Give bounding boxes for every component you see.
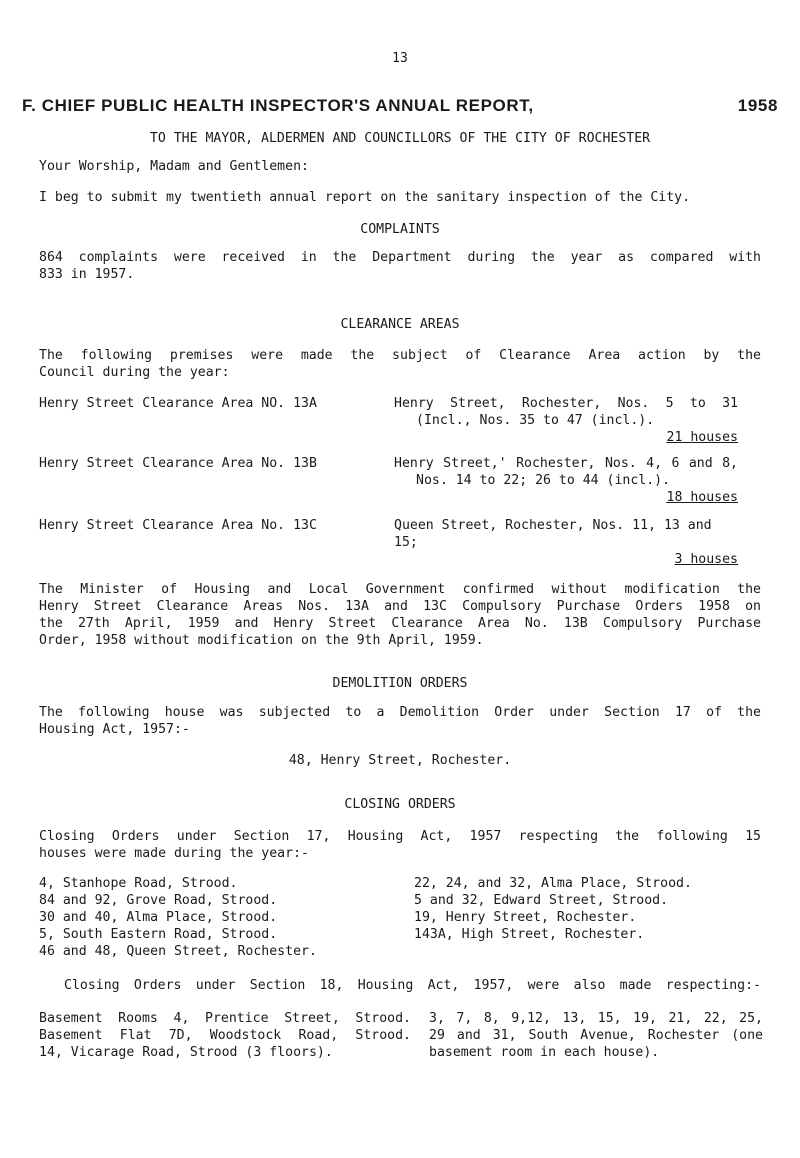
clearance-area-13a-detail: [394, 395, 738, 446]
minister-line-4: Order, 1958 without modification on the 9th April, 1959.: [39, 633, 484, 648]
demolition-intro-line-2: Housing Act, 1957:-: [39, 722, 190, 737]
list-item: 30 and 40, Alma Place, Strood.: [39, 910, 278, 925]
clearance-area-13a-total: 21 houses: [666, 430, 738, 445]
closing-left-list: [39, 875, 379, 960]
list-item: 84 and 92, Grove Road, Strood.: [39, 893, 278, 908]
closing-intro-line-1: Closing Orders under Section 17, Housing Act, 1957 respecting the following 15: [39, 829, 761, 844]
list-item: 4, Stanhope Road, Strood.: [39, 876, 238, 891]
complaints-line-1: 864 complaints were received in the Department during the year as compared with: [39, 250, 761, 265]
minister-line-3: the 27th April, 1959 and Henry Street Clearance Area No. 13B Compulsory Purchase: [39, 616, 761, 631]
clearance-area-13b-line-1: Henry Street,' Rochester, Nos. 4, 6 and 8,: [394, 456, 738, 471]
list-item: 19, Henry Street, Rochester.: [414, 910, 637, 925]
clearance-area-13a-line-1: Henry Street, Rochester, Nos. 5 to 31: [394, 396, 738, 411]
list-item: 14, Vicarage Road, Strood (3 floors).: [39, 1045, 333, 1060]
complaints-paragraph: [39, 249, 761, 283]
list-item: Basement Rooms 4, Prentice Street, Strood.: [39, 1011, 411, 1026]
list-item: 5 and 32, Edward Street, Strood.: [414, 893, 669, 908]
clearance-area-13c-line-1: Queen Street, Rochester, Nos. 11, 13 and 15;: [394, 518, 712, 550]
list-item: basement room in each house).: [429, 1045, 660, 1060]
list-item: Basement Flat 7D, Woodstock Road, Strood.: [39, 1028, 411, 1043]
closing-heading: CLOSING ORDERS: [344, 797, 456, 812]
clearance-area-13b-line-2: Nos. 14 to 22; 26 to 44 (incl.).: [416, 473, 671, 488]
demolition-intro: [39, 704, 761, 738]
report-title: [22, 97, 778, 114]
clearance-area-13a-line-2: (Incl., Nos. 35 to 47 (incl.).: [416, 413, 655, 428]
list-item: 3, 7, 8, 9,12, 13, 15, 19, 21, 22, 25,: [429, 1011, 763, 1026]
minister-line-1: The Minister of Housing and Local Government confirmed without modification the: [39, 582, 761, 597]
clearance-area-13c-total: 3 houses: [674, 552, 738, 567]
report-title-main: F. CHIEF PUBLIC HEALTH INSPECTOR'S ANNUAL REPORT,: [22, 96, 534, 115]
clearance-intro-line-1: The following premises were made the subject of Clearance Area action by the: [39, 348, 761, 363]
clearance-area-13c-detail: [394, 517, 738, 568]
addressee: TO THE MAYOR, ALDERMEN AND COUNCILLORS OF THE CITY OF ROCHESTER: [149, 131, 651, 146]
salutation: Your Worship, Madam and Gentlemen:: [39, 159, 309, 174]
closing-right-list: [414, 875, 754, 943]
report-title-year: 1958: [737, 96, 778, 115]
clearance-area-13b-total: 18 houses: [666, 490, 738, 505]
clearance-area-13c-name: Henry Street Clearance Area No. 13C: [39, 518, 317, 533]
list-item: 5, South Eastern Road, Strood.: [39, 927, 278, 942]
minister-paragraph: [39, 581, 761, 649]
demolition-address: 48, Henry Street, Rochester.: [288, 753, 512, 768]
list-item: 29 and 31, South Avenue, Rochester (one: [429, 1028, 763, 1043]
clearance-intro: [39, 347, 761, 381]
complaints-line-2: 833 in 1957.: [39, 267, 135, 282]
clearance-heading: CLEARANCE AREAS: [340, 317, 460, 332]
list-item: 46 and 48, Queen Street, Rochester.: [39, 944, 317, 959]
clearance-intro-line-2: Council during the year:: [39, 365, 230, 380]
section18-intro: [39, 977, 761, 994]
section18-left-list: [39, 1010, 411, 1061]
closing-intro-line-2: houses were made during the year:-: [39, 846, 309, 861]
complaints-heading: COMPLAINTS: [360, 222, 440, 237]
section18-right-list: [429, 1010, 763, 1061]
demolition-intro-line-1: The following house was subjected to a Demolition Order under Section 17 of the: [39, 705, 761, 720]
demolition-heading: DEMOLITION ORDERS: [332, 676, 468, 691]
minister-line-2: Henry Street Clearance Areas Nos. 13A and 13C Compulsory Purchase Orders 1958 on: [39, 599, 761, 614]
clearance-area-13a-name: Henry Street Clearance Area NO. 13A: [39, 396, 317, 411]
clearance-area-13b-name: Henry Street Clearance Area No. 13B: [39, 456, 317, 471]
list-item: 22, 24, and 32, Alma Place, Strood.: [414, 876, 692, 891]
page-number: 13: [392, 51, 408, 66]
section18-intro-line: Closing Orders under Section 18, Housing Act, 1957, were also made respecting:-: [64, 978, 761, 993]
intro-paragraph: I beg to submit my twentieth annual report on the sanitary inspection of the City.: [39, 190, 691, 205]
closing-intro: [39, 828, 761, 862]
list-item: 143A, High Street, Rochester.: [414, 927, 645, 942]
clearance-area-13b-detail: [394, 455, 738, 506]
